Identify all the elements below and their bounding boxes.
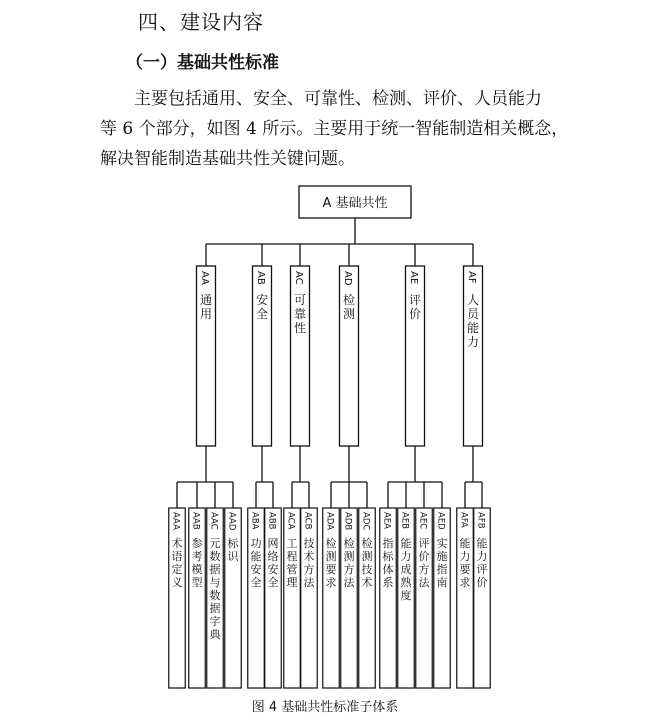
child-box <box>457 508 474 688</box>
child-code: AAC <box>208 512 219 530</box>
subsection-title: （一）基础共性标准 <box>126 53 279 73</box>
child-name-char: 检 <box>361 537 373 550</box>
child-name-char: 网 <box>267 537 279 550</box>
child-name-char: 熟 <box>400 576 412 589</box>
child-name-char: 要 <box>325 563 337 576</box>
child-node <box>380 508 397 688</box>
child-name-char: 参 <box>191 537 203 550</box>
group-name-char: 评 <box>408 293 422 307</box>
group-code: AC <box>293 271 304 285</box>
child-name-char: 方 <box>343 563 355 576</box>
child-name-char: 力 <box>400 550 412 563</box>
child-name-char: 检 <box>325 537 337 550</box>
child-name-char: 术 <box>171 537 183 550</box>
child-name-char: 方 <box>303 563 315 576</box>
child-name-char: 指 <box>436 563 448 576</box>
child-name-char: 求 <box>459 576 471 589</box>
paragraph-line: 解决智能制造基础共性关键问题。 <box>100 149 355 169</box>
group-name-char: 可 <box>293 293 307 307</box>
child-name-char: 要 <box>459 563 471 576</box>
child-code: AEC <box>417 512 428 530</box>
child-name-char: 标 <box>227 537 239 550</box>
group-node <box>340 266 359 446</box>
child-name-char: 能 <box>400 537 412 550</box>
child-box <box>341 508 358 688</box>
child-node <box>323 508 340 688</box>
child-node <box>474 508 491 688</box>
child-name-char: 系 <box>382 576 394 589</box>
child-name-char: 评 <box>418 537 430 550</box>
group-name-char: 通 <box>199 293 213 307</box>
child-name-char: 据 <box>209 602 221 615</box>
child-name-char: 测 <box>343 550 355 563</box>
group-name-char: 检 <box>342 293 356 307</box>
child-name-char: 求 <box>325 576 337 589</box>
group-code: AB <box>255 271 266 285</box>
paragraph-line: 等 6 个部分，如图 4 所示。主要用于统一智能制造相关概念， <box>100 119 569 139</box>
child-name-char: 管 <box>286 563 298 576</box>
child-box <box>434 508 451 688</box>
group-name-char: 能 <box>466 321 480 335</box>
child-name-char: 能 <box>476 537 488 550</box>
child-name-char: 义 <box>171 576 183 589</box>
child-name-char: 力 <box>476 550 488 563</box>
group-name-char: 用 <box>199 307 213 321</box>
group-code: AA <box>199 271 210 285</box>
child-code: ACB <box>302 512 313 530</box>
child-name-char: 法 <box>418 576 430 589</box>
child-name-char: 成 <box>400 563 412 576</box>
child-name-char: 数 <box>209 589 221 602</box>
child-code: AAB <box>190 512 201 530</box>
child-code: ADA <box>324 512 335 531</box>
child-code: ABA <box>249 512 260 530</box>
child-name-char: 南 <box>436 576 448 589</box>
child-code: AAA <box>170 512 181 530</box>
child-name-char: 检 <box>343 537 355 550</box>
child-code: AAD <box>226 512 237 531</box>
child-name-char: 考 <box>191 550 203 563</box>
child-node <box>225 508 242 688</box>
child-code: AFB <box>475 512 486 529</box>
child-box <box>474 508 491 688</box>
child-name-char: 全 <box>267 576 279 589</box>
child-code: ACA <box>285 512 296 530</box>
child-name-char: 模 <box>191 563 203 576</box>
child-name-char: 数 <box>209 550 221 563</box>
group-code: AF <box>466 271 477 284</box>
child-name-char: 评 <box>476 563 488 576</box>
child-box <box>248 508 265 688</box>
group-name-char: 测 <box>342 307 356 321</box>
child-name-char: 程 <box>286 550 298 563</box>
child-code: AEA <box>381 512 392 529</box>
child-name-char: 元 <box>209 537 221 550</box>
group-code: AD <box>342 271 353 286</box>
child-code: AEB <box>399 512 410 530</box>
group-name-char: 靠 <box>293 307 307 321</box>
child-name-char: 方 <box>418 563 430 576</box>
child-node <box>416 508 433 688</box>
child-name-char: 技 <box>303 537 315 550</box>
child-node <box>248 508 265 688</box>
root-label: A 基础共性 <box>322 196 388 211</box>
group-name-char: 员 <box>466 307 480 321</box>
child-name-char: 语 <box>171 550 183 563</box>
child-node <box>398 508 415 688</box>
child-name-char: 度 <box>400 589 412 602</box>
group-code: AE <box>408 271 419 285</box>
group-node <box>197 266 216 446</box>
child-node <box>341 508 358 688</box>
child-box <box>265 508 282 688</box>
child-box <box>380 508 397 688</box>
group-name-char: 人 <box>466 293 480 307</box>
child-node <box>207 508 224 688</box>
child-name-char: 实 <box>436 537 448 550</box>
child-name-char: 法 <box>343 576 355 589</box>
child-name-char: 能 <box>250 550 262 563</box>
root-node <box>299 186 411 218</box>
child-name-char: 价 <box>418 550 430 563</box>
child-name-char: 术 <box>303 550 315 563</box>
child-code: AFA <box>458 512 469 528</box>
group-name-char: 性 <box>293 321 307 335</box>
child-name-char: 术 <box>361 576 373 589</box>
child-box <box>169 508 186 688</box>
group-node <box>464 266 483 446</box>
child-name-char: 标 <box>382 550 394 563</box>
child-name-char: 技 <box>361 563 373 576</box>
child-node <box>189 508 206 688</box>
child-box <box>416 508 433 688</box>
child-node <box>265 508 282 688</box>
child-name-char: 法 <box>303 576 315 589</box>
child-name-char: 典 <box>209 628 221 641</box>
child-box <box>189 508 206 688</box>
child-name-char: 体 <box>382 563 394 576</box>
section-title: 四、建设内容 <box>138 10 264 34</box>
child-name-char: 安 <box>250 563 262 576</box>
child-name-char: 价 <box>476 576 488 589</box>
paragraph-line: 主要包括通用、安全、可靠性、检测、评价、人员能力 <box>134 89 542 109</box>
child-box <box>359 508 376 688</box>
child-name-char: 据 <box>209 563 221 576</box>
child-name-char: 全 <box>250 576 262 589</box>
child-box <box>225 508 242 688</box>
child-name-char: 测 <box>325 550 337 563</box>
child-code: ADB <box>342 512 353 531</box>
child-name-char: 测 <box>361 550 373 563</box>
child-name-char: 型 <box>191 576 203 589</box>
figure-caption: 图 4 基础共性标准子体系 <box>251 700 399 715</box>
child-name-char: 理 <box>286 576 298 589</box>
group-name-char: 价 <box>408 307 422 321</box>
child-code: ADC <box>360 512 371 531</box>
child-code: ABB <box>266 512 277 530</box>
child-box <box>323 508 340 688</box>
group-node <box>406 266 425 446</box>
child-node <box>359 508 376 688</box>
child-code: AED <box>435 512 446 530</box>
child-name-char: 工 <box>286 537 298 550</box>
child-node <box>457 508 474 688</box>
child-name-char: 指 <box>382 537 394 550</box>
child-node <box>301 508 318 688</box>
child-name-char: 施 <box>436 550 448 563</box>
child-node <box>284 508 301 688</box>
child-name-char: 力 <box>459 550 471 563</box>
child-box <box>301 508 318 688</box>
group-node <box>291 266 310 446</box>
child-name-char: 功 <box>250 537 262 550</box>
child-name-char: 字 <box>209 615 221 628</box>
group-name-char: 全 <box>255 307 269 321</box>
child-name-char: 定 <box>171 563 183 576</box>
child-node <box>169 508 186 688</box>
child-name-char: 能 <box>459 537 471 550</box>
group-name-char: 力 <box>466 335 480 349</box>
child-name-char: 与 <box>209 576 221 589</box>
group-node <box>253 266 272 446</box>
child-name-char: 络 <box>267 550 279 563</box>
child-box <box>284 508 301 688</box>
group-name-char: 安 <box>255 293 269 307</box>
child-node <box>434 508 451 688</box>
child-name-char: 识 <box>227 550 239 563</box>
child-name-char: 安 <box>267 563 279 576</box>
